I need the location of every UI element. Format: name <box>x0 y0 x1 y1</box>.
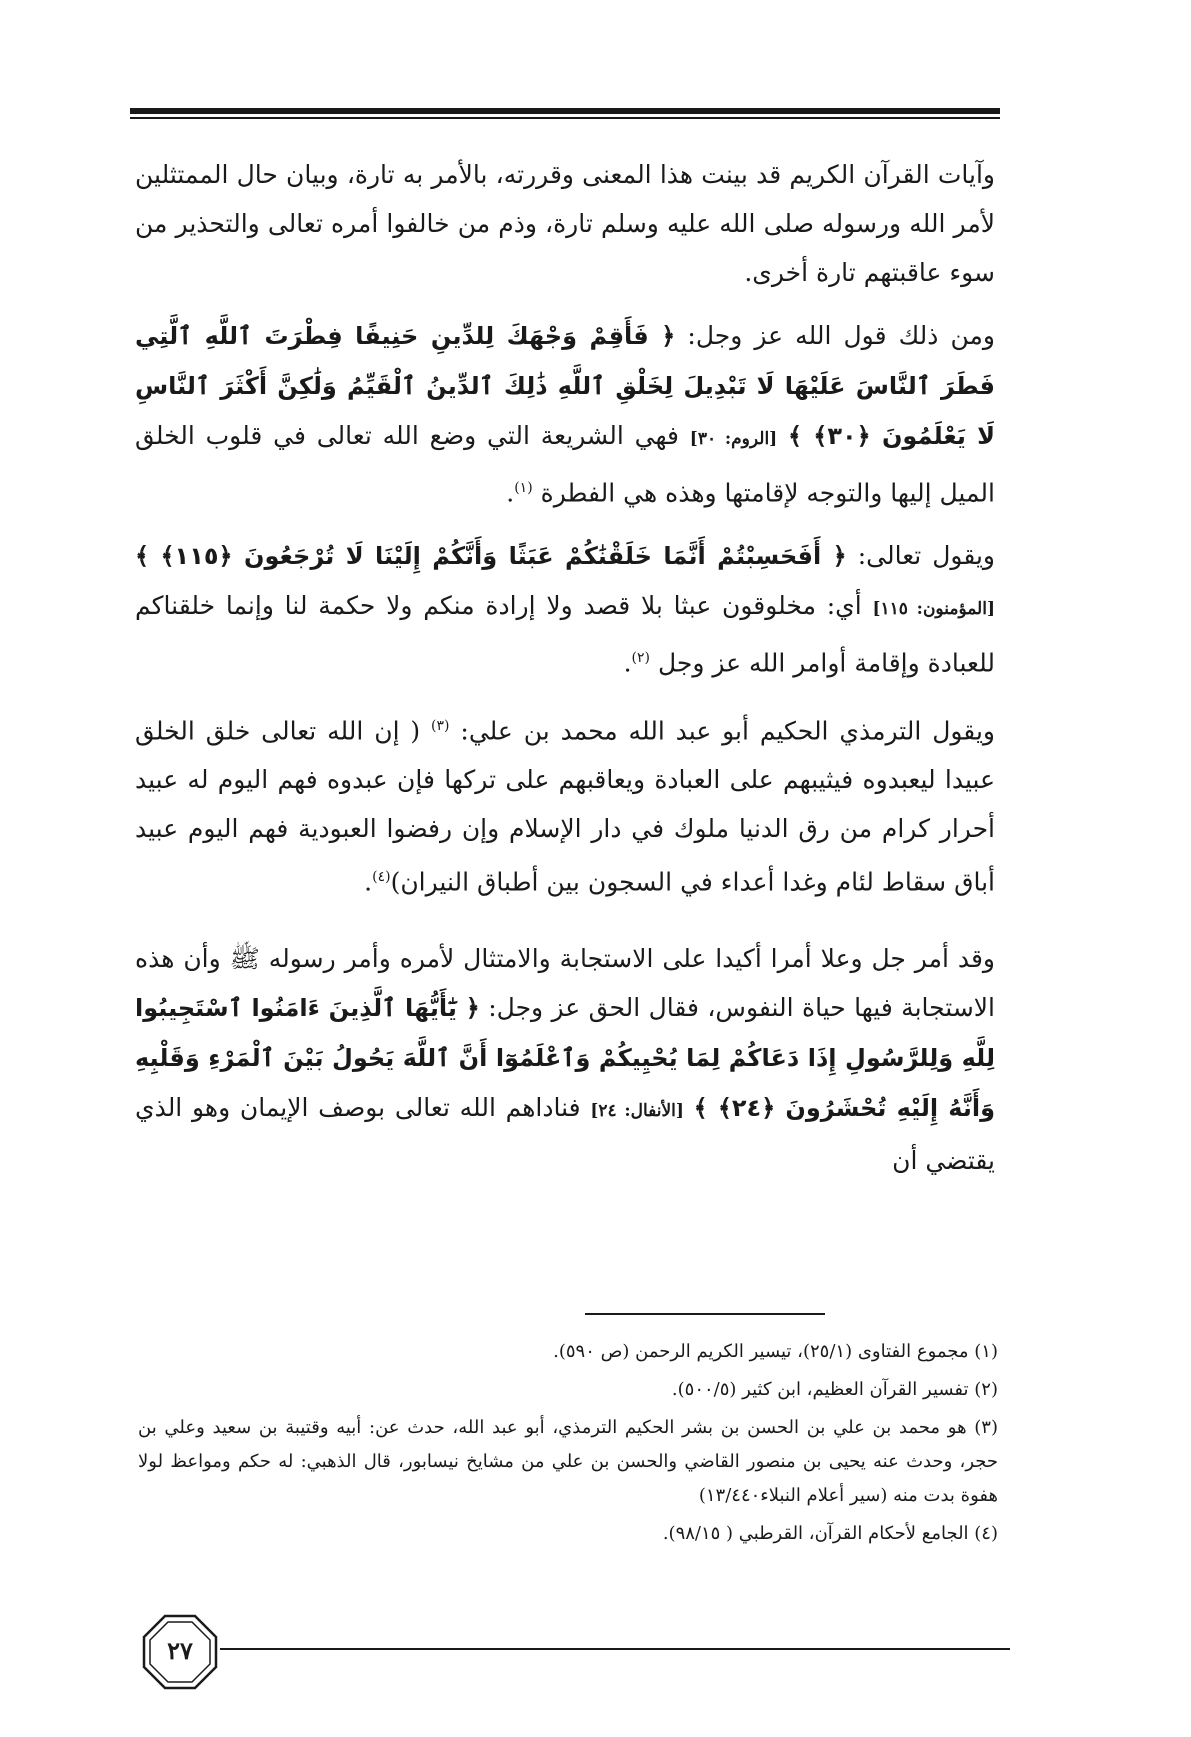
paragraph-text: ومن ذلك قول الله عز وجل: <box>687 321 995 350</box>
paragraph: ومن ذلك قول الله عز وجل: ﴿ فَأَقِمْ وَجْهَكَ لِلدِّينِ حَنِيفًا فِطْرَتَ ٱللَّهِ ٱلَّتِي فَطَرَ ٱلنَّاسَ عَلَيْهَا لَا تَبْدِيلَ لِخَلْقِ ٱللَّهِ ذَٰلِكَ ٱلدِّينُ ٱلْقَيِّمُ وَلَٰكِنَّ أَكْثَرَ ٱلنَّاسِ لَا يَعْلَمُونَ ﴿٣٠﴾ ﴾ [الروم: ٣٠] فهي الشريعة التي وضع الله تعالى في قلوب الخلق الميل إليها والتوجه لإقامتها وهذه هي الفطرة $^{(١)}$. <box>135 321 996 508</box>
paragraph <box>135 934 995 1185</box>
quran-verse: ﴿ يَٰٓأَيُّهَا ٱلَّذِينَ ءَامَنُوا ٱسْتَجِيبُوا لِلَّهِ وَلِلرَّسُولِ إِذَا دَعَاكُمْ لِمَا يُحْيِيكُمْ وَٱعْلَمُوٓا أَنَّ ٱللَّهَ يَحُولُ بَيْنَ ٱلْمَرْءِ وَقَلْبِهِ وَأَنَّهُ إِلَيْهِ تُحْشَرُونَ ﴿٢٤﴾ ﴾ <box>135 994 995 1123</box>
quotation: ( إن الله تعالى خلق الخلق عبيدا ليعبدوه فيثيبهم على العبادة ويعاقبهم على تركها فإن عبدوه فهم اليوم له عبيد أحرار كرام من رق الدنيا ملوك في دار الإسلام وإن رفضوا العبودية فهم اليوم عبيد أباق سقاط لئام وغدا أعداء في السجون بين أطباق النيران) <box>135 715 995 897</box>
header-rule-secondary <box>130 117 1000 119</box>
footnote-marker: (٤) <box>372 868 391 885</box>
paragraph-text: ويقول تعالى: <box>857 541 995 571</box>
paragraph-text: وآيات القرآن الكريم قد بينت هذا المعنى وقررته، بالأمر به تارة، وبيان حال الممتثلين لأمر الله ورسوله صلى الله عليه وسلم تارة، وذم من خالفوا أمره تعالى والتحذير من سوء عاقبتهم تارة أخرى. <box>135 160 995 287</box>
footnote: (٢) تفسير القرآن العظيم، ابن كثير (٥٠٠/٥). <box>671 1379 998 1400</box>
footnote: (١) مجموع الفتاوى (٢٥/١)، تيسير الكريم الرحمن (ص ٥٩٠). <box>553 1341 998 1362</box>
paragraph: ويقول الترمذي الحكيم أبو عبد الله محمد بن علي: $^{(٣)}$ ( إن الله تعالى خلق الخلق عبيدا ليعبدوه فيثيبهم على العبادة ويعاقبهم على تركها فإن عبدوه فهم اليوم له عبيد أحرار كرام من رق الدنيا ملوك في دار الإسلام وإن رفضوا العبودية فهم اليوم عبيد أباق سقاط لئام وغدا أعداء في السجون بين أطباق النيران)$^{(٤)}$. <box>135 715 995 897</box>
footnotes <box>138 1335 998 1555</box>
paragraph: ويقول تعالى: ﴿ أَفَحَسِبْتُمْ أَنَّمَا خَلَقْنَٰكُمْ عَبَثًا وَأَنَّكُمْ إِلَيْنَا لَا تُرْجَعُونَ ﴿١١٥﴾ ﴾ [المؤمنون: ١١٥] أي: مخلوقون عبثا بلا قصد ولا إرادة منكم ولا حكمة لنا وإنما خلقناكم للعبادة وإقامة أوامر الله عز وجل $^{(٢)}$. <box>135 541 996 678</box>
verse-reference: [الأنفال: ٢٤] <box>590 1101 684 1122</box>
paragraph-text: وقد أمر جل وعلا أمرا أكيدا على الاستجابة والامتثال لأمره وأمر رسوله ﷺ وأن هذه الاستجابة فيها حياة النفوس، فقال الحق عز وجل: <box>135 944 995 1023</box>
footnote-marker: (٢) <box>631 650 651 667</box>
main-text <box>135 150 995 1199</box>
footer-rule <box>220 1648 1010 1650</box>
footnote-marker: (١) <box>514 480 533 496</box>
footnote-separator <box>585 1313 825 1315</box>
quran-verse: ﴿ أَفَحَسِبْتُمْ أَنَّمَا خَلَقْنَٰكُمْ عَبَثًا وَأَنَّكُمْ إِلَيْنَا لَا تُرْجَعُونَ ﴿١١٥﴾ ﴾ <box>135 542 847 571</box>
footnote: (٤) الجامع لأحكام القرآن، القرطبي ( ٩٨/١٥). <box>662 1523 998 1544</box>
verse-reference: [المؤمنون: ١١٥] <box>872 599 996 620</box>
footnote-marker: (٣) <box>431 717 450 734</box>
paragraph-text: أي: مخلوقون عبثا بلا قصد ولا إرادة منكم ولا حكمة لنا وإنما خلقناكم للعبادة وإقامة أوامر الله عز وجل <box>135 591 995 678</box>
quran-verse: ﴿ فَأَقِمْ وَجْهَكَ لِلدِّينِ حَنِيفًا فِطْرَتَ ٱللَّهِ ٱلَّتِي فَطَرَ ٱلنَّاسَ عَلَيْهَا لَا تَبْدِيلَ لِخَلْقِ ٱللَّهِ ذَٰلِكَ ٱلدِّينُ ٱلْقَيِّمُ وَلَٰكِنَّ أَكْثَرَ ٱلنَّاسِ لَا يَعْلَمُونَ ﴿٣٠﴾ ﴾ <box>135 322 996 450</box>
page-number-badge <box>140 1612 220 1692</box>
paragraph <box>135 150 995 297</box>
verse-reference: [الروم: ٣٠] <box>689 429 778 449</box>
paragraph-text: ويقول الترمذي الحكيم أبو عبد الله محمد بن علي: <box>460 715 995 745</box>
header-rule <box>130 108 1000 114</box>
footnote: (٣) هو محمد بن علي بن الحسن بن بشر الحكيم الترمذي، أبو عبد الله، حدث عن: أبيه وقتيبة بن سعيد وعلي بن حجر، وحدث عنه يحيى بن منصور القاضي والحسن بن علي من مشايخ نيسابور، قال الذهبي: له حكم ومواعظ لولا هفوة بدت منه (سير أعلام النبلاء١٣/٤٤٠) <box>138 1417 998 1506</box>
page-number: ٢٧ <box>167 1636 193 1665</box>
paragraph-text: فناداهم الله تعالى بوصف الإيمان وهو الذي يقتضي أن <box>135 1093 995 1176</box>
paragraph-text: فهي الشريعة التي وضع الله تعالى في قلوب الخلق الميل إليها والتوجه لإقامتها وهذه هي الفطرة <box>135 421 995 508</box>
